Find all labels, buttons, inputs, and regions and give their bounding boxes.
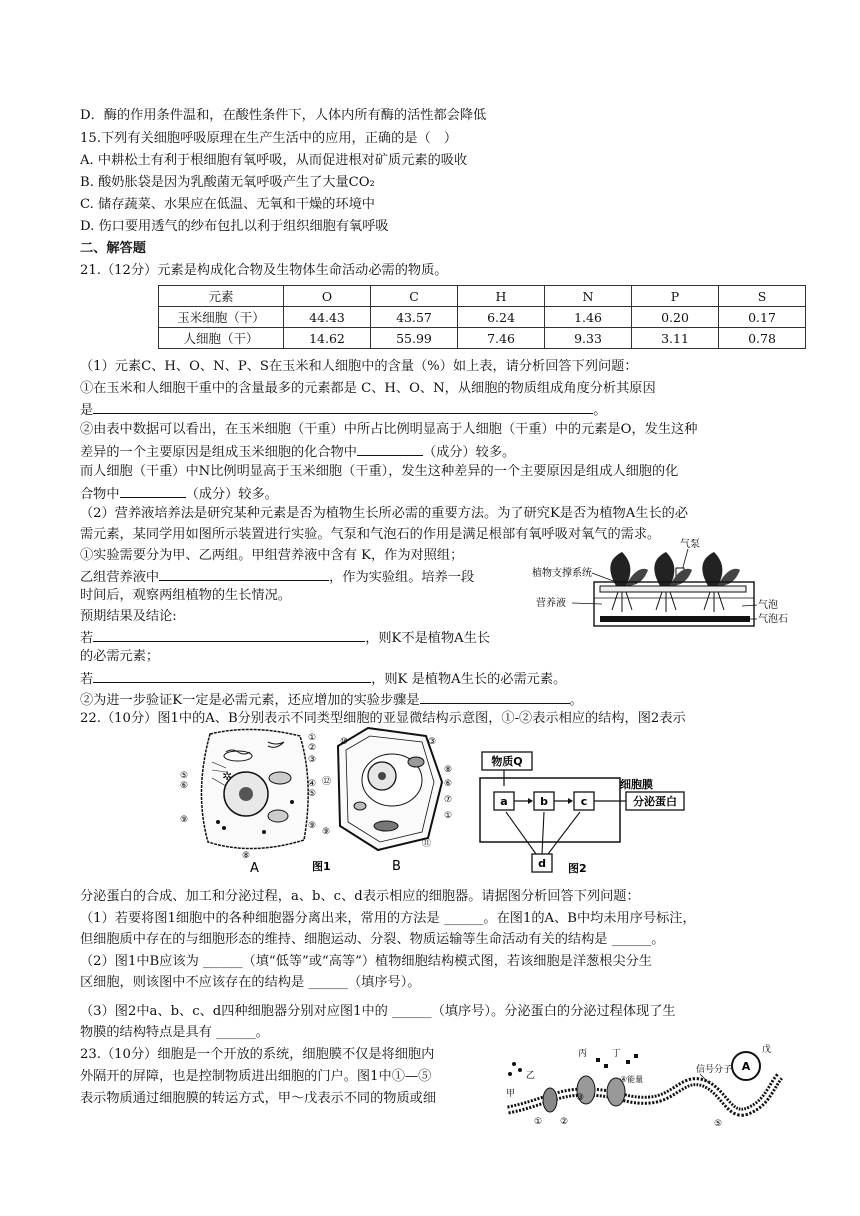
figure-1-cells bbox=[172, 722, 472, 872]
table-cell: N bbox=[545, 286, 632, 307]
q21-part1-b-cont: 差异的一个主要原因是组成玉米细胞的化合物中 （成分）较多。 bbox=[80, 441, 515, 463]
table-cell: 0.78 bbox=[719, 328, 806, 349]
stone-label: 气泡石 bbox=[758, 614, 788, 625]
q22-part3-cont: 物膜的结构特点是具有 ______。 bbox=[80, 1025, 269, 1040]
label-ding: 丁 bbox=[612, 1049, 622, 1059]
table-cell: H bbox=[458, 286, 545, 307]
q22-part1: （1）若要将图1细胞中的各种细胞器分离出来，常用的方法是 ______。在图1的A、B中均未用序号标注， bbox=[80, 911, 696, 926]
table-cell: 9.33 bbox=[545, 328, 632, 349]
label-num: ① bbox=[444, 811, 453, 821]
q21-part2: （2）营养液培养法是研究某种元素是否为植物生长所必需的重要方法。为了研究K是否为植物A生长的必 bbox=[80, 506, 689, 521]
q21-part1-a: ①在玉米和人细胞干重中的含量最多的元素都是 C、H、O、N，从细胞的物质组成角度分析其原因 bbox=[80, 381, 656, 396]
q21-part2-i: 若 ，则K 是植物A生长的必需元素。 bbox=[80, 668, 566, 690]
label-jia: 甲 bbox=[506, 1089, 516, 1099]
q15-stem: 15.下列有关细胞呼吸原理在生产生活中的应用，正确的是（ ） bbox=[80, 131, 458, 146]
answer-blank[interactable] bbox=[357, 441, 423, 456]
label-num: ⑧ bbox=[242, 851, 251, 861]
label-num: ② bbox=[308, 743, 317, 753]
q21-part2-e: 时间后，观察两组植物的生长情况。 bbox=[80, 588, 291, 603]
plant-icon bbox=[654, 552, 692, 586]
table-cell: P bbox=[632, 286, 719, 307]
q21-part1-b: ②由表中数据可以看出，在玉米细胞（干重）中所占比例明显高于人细胞（干重）中的元素是O，发生这种 bbox=[80, 422, 698, 437]
q23-stem: 23.（10分）细胞是一个开放的系统，细胞膜不仅是将细胞内 bbox=[80, 1047, 435, 1062]
table-cell: 玉米细胞（干） bbox=[159, 307, 284, 328]
figure-2-caption: 图2 bbox=[568, 862, 587, 875]
q23-stem-3: 表示物质通过细胞膜的转运方式，甲～戊表示不同的物质或细 bbox=[80, 1091, 437, 1106]
label-num: ③ bbox=[308, 755, 317, 765]
q21-part2-c: ①实验需要分为甲、乙两组。甲组营养液中含有 K，作为对照组； bbox=[80, 548, 464, 563]
cell-a-label: A bbox=[741, 1060, 751, 1073]
plant-icon bbox=[702, 552, 740, 586]
signal-molecule-label: 信号分子 bbox=[696, 1065, 733, 1075]
q22-stem: 22.（10分）图1中的A、B分别表示不同类型细胞的亚显微结构示意图，①-②表示相应的结构，图2表示 bbox=[80, 711, 686, 726]
support-system-label: 植物支撑系统 bbox=[532, 568, 592, 579]
label-cell-b: B bbox=[392, 859, 401, 872]
label-num: ⑦ bbox=[444, 795, 453, 805]
q21-part2-j: ②为进一步验证K一定是必需元素，还应增加的实验步骤是 。 bbox=[80, 689, 583, 711]
q21-part2-g: 若 ，则K不是植物A生长 bbox=[80, 627, 490, 649]
table-cell: O bbox=[284, 286, 371, 307]
table-cell: 6.24 bbox=[458, 307, 545, 328]
answer-blank[interactable] bbox=[93, 668, 371, 683]
secreted-protein-label: 分泌蛋白 bbox=[633, 795, 677, 808]
q21-part1-c: 而人细胞（干重）中N比例明显高于玉米细胞（干重），发生这种差异的一个主要原因是组成人细胞的化 bbox=[80, 464, 679, 479]
plant-icon bbox=[610, 552, 648, 586]
pump-label: 气泵 bbox=[680, 539, 700, 550]
q22-part3: （3）图2中a、b、c、d四种细胞器分别对应图1中的 ______（填序号）。分泌蛋白的分泌过程体现了生 bbox=[80, 1004, 676, 1019]
q15-option-c: C. 储存蔬菜、水果应在低温、无氧和干燥的环境中 bbox=[80, 197, 375, 212]
q21-part1: （1）元素C、H、O、N、P、S在玉米和人细胞中的含量（%）如上表，请分析回答下列问题： bbox=[80, 359, 638, 374]
table-cell: 55.99 bbox=[371, 328, 458, 349]
q21-part2-f: 预期结果及结论: bbox=[80, 609, 177, 624]
svg-text:✲: ✲ bbox=[222, 769, 233, 783]
label-num: ⑨ bbox=[322, 827, 331, 837]
label-num: ④ bbox=[308, 779, 317, 789]
organelle-a: a bbox=[500, 795, 508, 808]
label-num: ③ bbox=[576, 1093, 585, 1103]
label-num: ③ bbox=[428, 737, 437, 747]
q21-part1-c-cont: 合物中 （成分）较多。 bbox=[80, 483, 278, 505]
label-num: ① bbox=[534, 1117, 543, 1127]
label-num: ② bbox=[560, 1117, 569, 1127]
table-cell: 7.46 bbox=[458, 328, 545, 349]
table-cell: 14.62 bbox=[284, 328, 371, 349]
answer-blank[interactable] bbox=[93, 399, 593, 414]
table-cell: 44.43 bbox=[284, 307, 371, 328]
table-cell: 元素 bbox=[159, 286, 284, 307]
q22-part1-cont: 但细胞质中存在的与细胞形态的维持、细胞运动、分裂、物质运输等生命活动有关的结构是 ______。 bbox=[80, 932, 665, 947]
q22-part2: （2）图1中B应该为 ______（填“低等”或“高等”）植物细胞结构模式图，若该细胞是洋葱根尖分生 bbox=[80, 954, 652, 969]
q21-part2-h: 的必需元素； bbox=[80, 649, 160, 664]
label-num: ⑤ bbox=[308, 789, 317, 799]
section-title: 二、解答题 bbox=[80, 241, 146, 256]
q15-option-d: D. 伤口要用透气的纱布包扎以利于组织细胞有氧呼吸 bbox=[80, 219, 389, 234]
label-num: ⑥ bbox=[444, 779, 453, 789]
table-header-row bbox=[159, 286, 806, 307]
air-stone bbox=[600, 616, 750, 622]
q15-option-b: B. 酸奶胀袋是因为乳酸菌无氧呼吸产生了大量CO₂ bbox=[80, 175, 375, 190]
cell-membrane-label: 细胞膜 bbox=[620, 778, 653, 791]
plant-cell-b bbox=[338, 728, 442, 850]
label-num: ⑧ bbox=[444, 765, 453, 775]
q21-part1-a-cont: 是 。 bbox=[80, 399, 606, 421]
q21-part2-d: 乙组营养液中 ，作为实验组。培养一段 bbox=[80, 566, 474, 588]
table-cell: 43.57 bbox=[371, 307, 458, 328]
label-num: ⑤ bbox=[180, 771, 189, 781]
membrane-transport-figure bbox=[500, 1044, 784, 1130]
table-row bbox=[159, 328, 806, 349]
answer-blank[interactable] bbox=[120, 483, 186, 498]
q14-option-d: D．酶的作用条件温和，在酸性条件下，人体内所有酶的活性都会降低 bbox=[80, 108, 487, 123]
bubble-label: 气泡 bbox=[758, 600, 778, 611]
figure-2-secretion bbox=[476, 748, 698, 876]
table-cell: 0.17 bbox=[719, 307, 806, 328]
label-num: ⑨ bbox=[308, 821, 317, 831]
table-row bbox=[159, 307, 806, 328]
label-yi: 乙 bbox=[526, 1071, 536, 1081]
label-wu: 戊 bbox=[762, 1045, 772, 1055]
q23-stem-2: 外隔开的屏障，也是控制物质进出细胞的门户。图1中①—⑤ bbox=[80, 1069, 432, 1084]
animal-cell-a bbox=[201, 729, 308, 848]
energy-label: ④能量 bbox=[620, 1075, 644, 1084]
label-num: ① bbox=[308, 733, 317, 743]
nutrient-solution-apparatus bbox=[530, 538, 790, 638]
organelle-d: d bbox=[538, 857, 546, 870]
table-cell: 1.46 bbox=[545, 307, 632, 328]
label-num: ⑤ bbox=[714, 1119, 723, 1129]
label-num: ⑫ bbox=[322, 777, 332, 787]
answer-blank[interactable] bbox=[420, 689, 570, 704]
label-cell-a: A bbox=[250, 861, 259, 872]
label-num: ⑥ bbox=[180, 781, 189, 791]
figure-1-caption: 图1 bbox=[312, 860, 331, 872]
answer-blank[interactable] bbox=[159, 566, 329, 581]
q21-part2-cont: 需元素，某同学用如图所示装置进行实验。气泵和气泡石的作用是满足根部有氧呼吸对氧气的需求。 bbox=[80, 527, 661, 542]
organelle-b: b bbox=[540, 795, 548, 808]
label-num: ⑩ bbox=[340, 737, 349, 747]
label-num: ⑪ bbox=[422, 839, 432, 849]
table-cell: C bbox=[371, 286, 458, 307]
organelle-c: c bbox=[580, 795, 588, 808]
label-num: ⑨ bbox=[180, 815, 189, 825]
label-bing: 丙 bbox=[578, 1049, 588, 1059]
table-cell: 3.11 bbox=[632, 328, 719, 349]
table-cell: 人细胞（干） bbox=[159, 328, 284, 349]
element-table bbox=[158, 285, 806, 349]
substance-q-label: 物质Q bbox=[491, 755, 523, 768]
table-cell: 0.20 bbox=[632, 307, 719, 328]
q21-stem: 21.（12分）元素是构成化合物及生物体生命活动必需的物质。 bbox=[80, 263, 448, 278]
solution-label: 营养液 bbox=[536, 598, 566, 609]
q22-part2-cont: 区细胞，则该图中不应该存在的结构是 ______（填序号）。 bbox=[80, 975, 421, 990]
q15-option-a: A. 中耕松土有利于根细胞有氧呼吸，从而促进根对矿质元素的吸收 bbox=[80, 153, 468, 168]
table-cell: S bbox=[719, 286, 806, 307]
answer-blank[interactable] bbox=[93, 627, 365, 642]
q22-stem-cont: 分泌蛋白的合成、加工和分泌过程，a、b、c、d表示相应的细胞器。请据图分析回答下列问题： bbox=[80, 889, 640, 904]
